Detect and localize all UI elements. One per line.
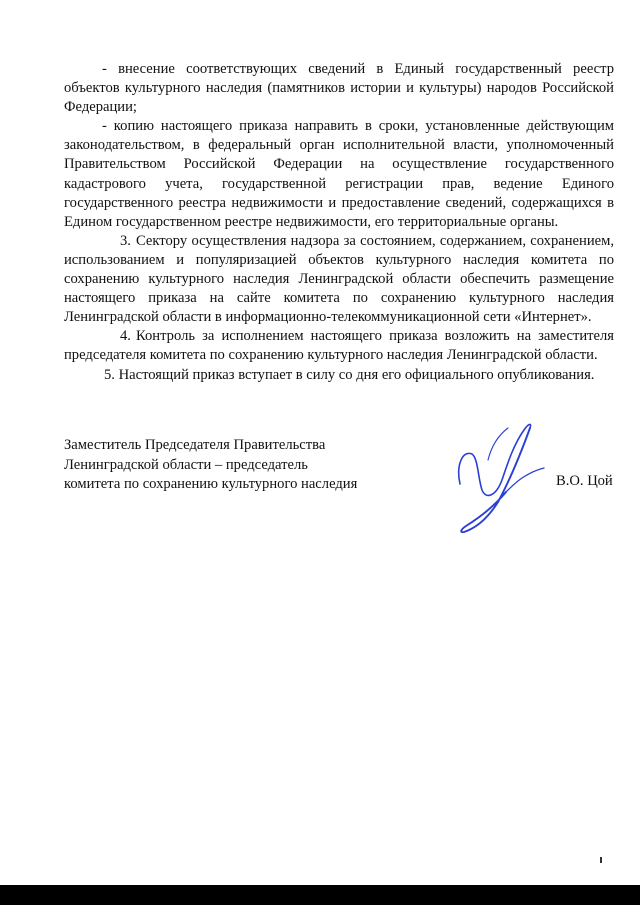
scan-bottom-border — [0, 885, 640, 905]
signature-stroke — [488, 428, 508, 460]
paragraph-item-4: 4. Контроль за исполнением настоящего приказа возложить на заместителя председателя комитета по сохранению культурного наследия Ленинградской области. — [64, 328, 614, 364]
position-line: Ленинградской области – председатель — [64, 456, 308, 473]
document-body — [64, 60, 614, 385]
paragraph-bullet-copy-order: - копию настоящего приказа направить в сроки, установленные действующим законодательством, в федеральный орган исполнительной власти, уполномоченный Правительством Российской Федерации на осуществление государственного кадастрового учета, государственной регистрации прав, ведение Единого государственного реестра недвижимости и предоставление сведений, содержащихся в Едином государственном реестре недвижимости, его территориальные органы. — [64, 118, 614, 230]
scan-artifact — [600, 857, 602, 863]
paragraph-item-5: 5. Настоящий приказ вступает в силу со дня его официального опубликования. — [104, 366, 595, 383]
signer-name: В.О. Цой — [556, 473, 613, 489]
handwritten-signature — [452, 420, 562, 535]
signature-stroke — [459, 424, 531, 495]
item-number: 4. — [120, 328, 131, 345]
item-number: 3. — [120, 232, 131, 249]
item-number: 5. — [104, 366, 115, 383]
signatory-position — [64, 436, 404, 495]
paragraph-bullet-registry: - внесение соответствующих сведений в Единый государственный реестр объектов культурного наследия (памятников истории и культуры) народов Российской Федерации; — [64, 61, 614, 116]
paragraph-item-3: 3. Сектору осуществления надзора за состоянием, содержанием, сохранением, использованием и популяризацией объектов культурного наследия комитета по сохранению культурного наследия Ленинградской области обеспечить размещение настоящего приказа на сайте комитета по сохранению культурного наследия Ленинградской области в информационно-телекоммуникационной сети «Интернет». — [64, 232, 614, 326]
position-line: Заместитель Председателя Правительства — [64, 437, 326, 453]
position-line: комитета по сохранению культурного наследия — [64, 476, 358, 493]
